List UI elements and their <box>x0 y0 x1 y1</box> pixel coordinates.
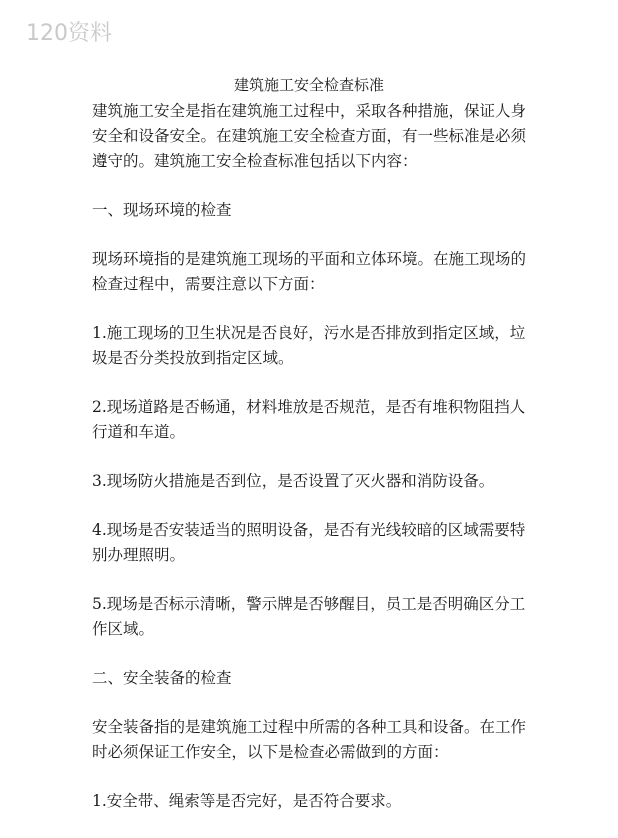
watermark-logo: 120资料 <box>26 21 112 46</box>
list-item: 1.施工现场的卫生状况是否良好，污水是否排放到指定区域，垃圾是否分类投放到指定区域。 <box>92 324 526 367</box>
document-body <box>92 99 532 838</box>
paragraph-safety-equipment: 安全装备指的是建筑施工过程中所需的各种工具和设备。在工作时必须保证工作安全，以下是检查必需做到的方面： <box>92 718 527 761</box>
intro-paragraph: 建筑施工安全是指在建筑施工过程中，采取各种措施，保证人身安全和设备安全。在建筑施工安全检查方面，有一些标准是必须遵守的。建筑施工安全检查标准包括以下内容： <box>92 102 527 170</box>
paragraph-site-environment: 现场环境指的是建筑施工现场的平面和立体环境。在施工现场的检查过程中，需要注意以下方面： <box>92 250 527 293</box>
document-title: 建筑施工安全检查标准 <box>233 76 384 94</box>
section-heading-site-environment: 一、现场环境的检查 <box>92 201 232 219</box>
list-item: 5.现场是否标示清晰，警示牌是否够醒目，员工是否明确区分工作区域。 <box>92 595 526 638</box>
list-item: 3.现场防火措施是否到位，是否设置了灭火器和消防设备。 <box>92 472 495 490</box>
list-item: 4.现场是否安装适当的照明设备，是否有光线较暗的区域需要特别办理照明。 <box>92 521 526 564</box>
list-item: 1.安全带、绳索等是否完好，是否符合要求。 <box>92 792 402 810</box>
section-heading-safety-equipment: 二、安全装备的检查 <box>92 669 232 687</box>
list-item: 2.现场道路是否畅通，材料堆放是否规范，是否有堆积物阻挡人行道和车道。 <box>92 398 526 441</box>
